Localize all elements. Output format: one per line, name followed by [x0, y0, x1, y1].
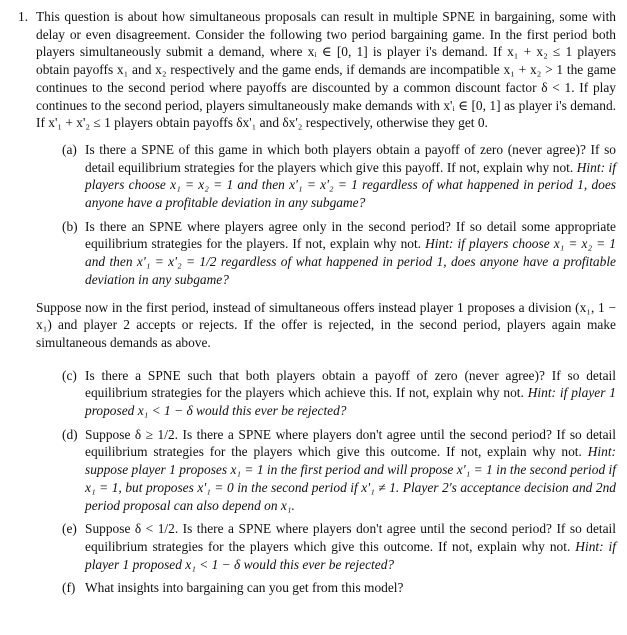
parts-list-first — [62, 141, 616, 289]
part-c — [62, 367, 616, 420]
part-label: (e) — [62, 521, 77, 537]
part-d — [62, 426, 616, 515]
part-text: Is there a SPNE of this game in which both players obtain a payoff of zero (never agree)? If so detail equilibrium strategies for the players which give this payoff. If not, explain why not. — [85, 141, 616, 175]
question-body — [36, 8, 616, 597]
part-a — [62, 141, 616, 212]
part-hint: Hint: if players choose x₁ = x₂ = 1 and then x'₁ = x'₂ = 1 regardless of what happened in period 1, does anyone have a profitable deviation in any subgame? — [85, 159, 616, 211]
part-label: (d) — [62, 426, 78, 442]
part-label: (f) — [62, 580, 76, 596]
question-1 — [18, 8, 616, 603]
part-text: Suppose δ < 1/2. Is there a SPNE where players don't agree until the second period? If so detail equilibrium strategies for the players which give this outcome. If not, explain why not. — [85, 521, 616, 554]
part-text: What insights into bargaining can you get from this model? — [85, 580, 404, 596]
part-text: Is there an SPNE where players agree only in the second period? If so detail some appropriate equilibrium strategies for the players. If not, explain why not. — [85, 218, 616, 252]
part-label: (a) — [62, 141, 77, 157]
part-text: Suppose δ ≥ 1/2. Is there a SPNE where players don't agree until the second period? If so detail equilibrium strategies for the players which give this outcome. If not, explain why not. — [85, 426, 616, 460]
part-hint: Hint: suppose player 1 proposes x₁ = 1 in the first period and will propose x'₁ = 1 in the second period if x₁ = 1, but proposes x'₁ = 0 in the second period if x'₁ ≠ 1. Player 2's acceptance decision and 2nd period proposal can also depend on x₁. — [85, 444, 616, 513]
sequential-setup-paragraph: Suppose now in the first period, instead of simultaneous offers instead player 1 proposes a division (x₁, 1 − x₁) and player 2 accepts or rejects. If the offer is rejected, in the second period, players again make simultaneous demands as above. — [36, 299, 616, 350]
part-label: (c) — [62, 367, 77, 383]
part-hint: Hint: if players choose x₁ = x₂ = 1 and then x'₁ = x'₂ = 1/2 regardless of what happened in period 1, does anyone have a profitable deviation in any subgame? — [85, 236, 616, 287]
part-f — [62, 579, 616, 597]
parts-list-second — [62, 367, 616, 597]
question-intro: This question is about how simultaneous proposals can result in multiple SPNE in bargaining, some with delay or even disagreement. Consider the following two period bargaining game. In the first period both players simultaneously submit a demand, where xᵢ ∈ [0, 1] is player i's demand. If x₁ + x₂ ≤ 1 players obtain payoffs x₁ and x₂ respectively and the game ends, if demands are incompatible x₁ + x₂ > 1 the game continues to the second period where payoffs are discounted by a common discount factor δ < 1. If play continues to the second period, players simultaneously make demands with x'ᵢ ∈ [0, 1] as player i's demand. If x'₁ + x'₂ ≤ 1 players obtain payoffs δx'₁ and δx'₂ respectively, otherwise they get 0. — [36, 9, 616, 131]
part-label: (b) — [62, 218, 78, 234]
part-hint: Hint: if player 1 proposed x₁ < 1 − δ would this ever be rejected? — [85, 538, 616, 572]
part-hint: Hint: if player 1 proposed x₁ < 1 − δ would this ever be rejected? — [85, 385, 616, 419]
part-e — [62, 520, 616, 573]
part-b — [62, 218, 616, 289]
question-number: 1. — [18, 9, 29, 24]
part-text: Is there a SPNE such that both players obtain a payoff of zero (never agree)? If so detail equilibrium strategies for the players which achieve this. If not, explain why not. — [85, 367, 616, 401]
